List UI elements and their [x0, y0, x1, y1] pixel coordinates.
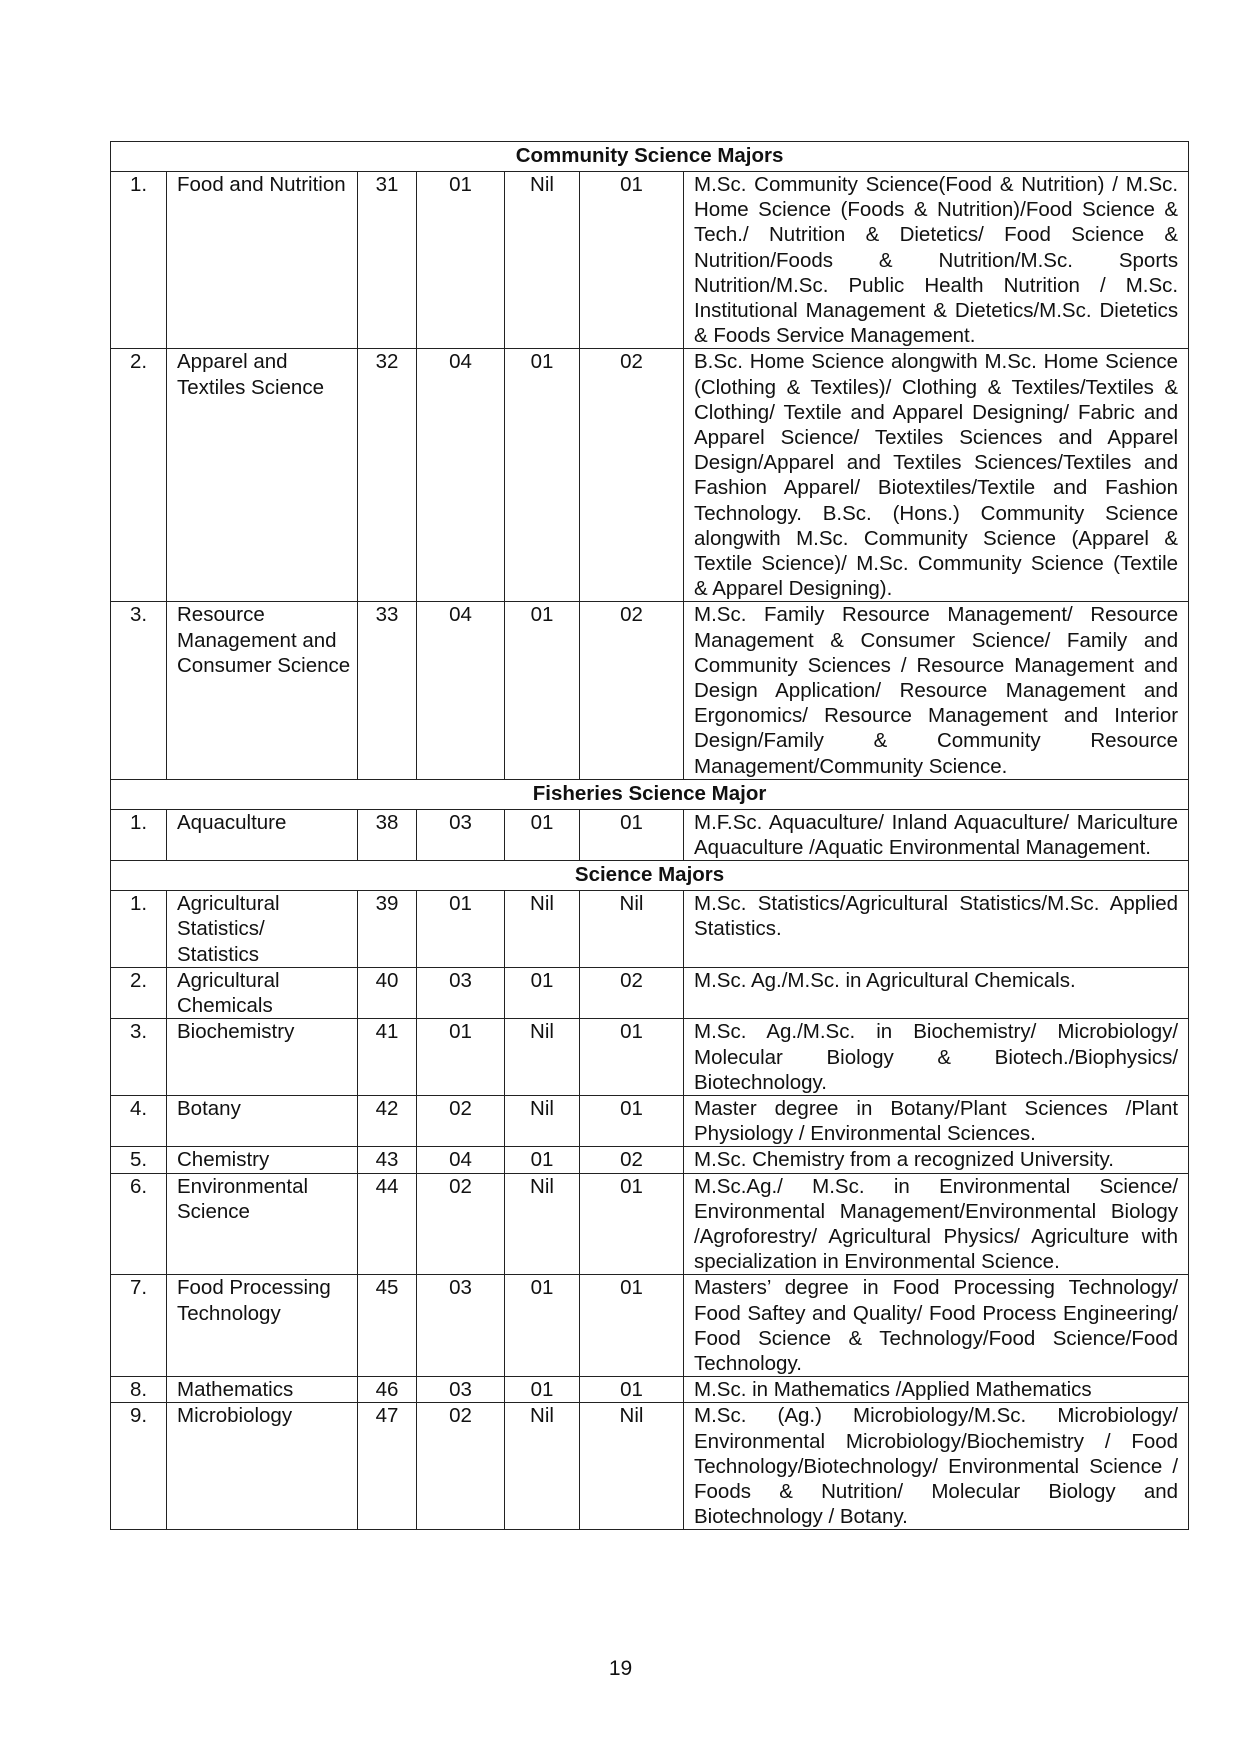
- subject-cell: Mathematics: [167, 1377, 358, 1403]
- subject-cell: Environmental Science: [167, 1173, 358, 1275]
- serial-number-cell: 6.: [111, 1173, 167, 1275]
- section-title: Science Majors: [111, 861, 1189, 891]
- section-title: Community Science Majors: [111, 142, 1189, 172]
- count-cell-2: 01: [505, 1377, 580, 1403]
- section-header-row: [111, 861, 1189, 891]
- qualification-cell: M.Sc. Ag./M.Sc. in Agricultural Chemicals.: [684, 967, 1189, 1018]
- subject-cell: Apparel and Textiles Science: [167, 349, 358, 602]
- subject-cell: Botany: [167, 1095, 358, 1146]
- count-cell-1: 04: [417, 349, 505, 602]
- count-cell-1: 04: [417, 1147, 505, 1173]
- serial-number-cell: 2.: [111, 967, 167, 1018]
- serial-number-cell: 1.: [111, 891, 167, 968]
- code-cell: 47: [358, 1403, 417, 1530]
- qualification-cell: Masters’ degree in Food Processing Technology/ Food Saftey and Quality/ Food Process Engineering/ Food Science & Technology/Food Science/Food Technology.: [684, 1275, 1189, 1377]
- serial-number-cell: 8.: [111, 1377, 167, 1403]
- count-cell-2: 01: [505, 1147, 580, 1173]
- count-cell-1: 02: [417, 1403, 505, 1530]
- count-cell-2: Nil: [505, 891, 580, 968]
- page-number: 19: [608, 1657, 633, 1680]
- subject-cell: Food Processing Technology: [167, 1275, 358, 1377]
- count-cell-1: 04: [417, 602, 505, 779]
- table-row: [111, 1019, 1189, 1096]
- qualification-cell: M.Sc. Family Resource Management/ Resource Management & Consumer Science/ Family and Community Sciences / Resource Management and Design Application/ Resource Management and Ergonomics/ Resource Management and Interior Design/Family & Community Resource Management/Community Science.: [684, 602, 1189, 779]
- count-cell-3: Nil: [580, 1403, 684, 1530]
- serial-number-cell: 1.: [111, 809, 167, 860]
- table-body: [111, 142, 1189, 1530]
- subject-cell: Aquaculture: [167, 809, 358, 860]
- serial-number-cell: 1.: [111, 172, 167, 349]
- section-header-row: [111, 142, 1189, 172]
- qualification-cell: B.Sc. Home Science alongwith M.Sc. Home Science (Clothing & Textiles)/ Clothing & Textiles/Textiles & Clothing/ Textile and Apparel Designing/ Fabric and Apparel Science/ Textiles Sciences and Apparel Design/Apparel and Textiles Sciences/Textiles and Fashion Apparel/ Biotextiles/Textile and Fashion Technology. B.Sc. (Hons.) Community Science alongwith M.Sc. Community Science (Apparel & Textile Science)/ M.Sc. Community Science (Textile & Apparel Designing).: [684, 349, 1189, 602]
- count-cell-3: 01: [580, 1019, 684, 1096]
- code-cell: 42: [358, 1095, 417, 1146]
- table-row: [111, 172, 1189, 349]
- code-cell: 40: [358, 967, 417, 1018]
- count-cell-3: 02: [580, 1147, 684, 1173]
- count-cell-2: Nil: [505, 1095, 580, 1146]
- count-cell-3: 01: [580, 1377, 684, 1403]
- code-cell: 39: [358, 891, 417, 968]
- subject-cell: Biochemistry: [167, 1019, 358, 1096]
- count-cell-1: 02: [417, 1173, 505, 1275]
- code-cell: 31: [358, 172, 417, 349]
- subject-cell: Resource Management and Consumer Science: [167, 602, 358, 779]
- count-cell-1: 03: [417, 967, 505, 1018]
- subject-cell: Agricultural Chemicals: [167, 967, 358, 1018]
- count-cell-2: Nil: [505, 1173, 580, 1275]
- code-cell: 41: [358, 1019, 417, 1096]
- section-title: Fisheries Science Major: [111, 779, 1189, 809]
- count-cell-2: 01: [505, 967, 580, 1018]
- table-row: [111, 602, 1189, 779]
- count-cell-2: Nil: [505, 172, 580, 349]
- subject-cell: Food and Nutrition: [167, 172, 358, 349]
- count-cell-2: Nil: [505, 1019, 580, 1096]
- majors-table: [110, 141, 1189, 1530]
- count-cell-2: 01: [505, 602, 580, 779]
- qualification-cell: M.Sc. Community Science(Food & Nutrition) / M.Sc. Home Science (Foods & Nutrition)/Food Science & Tech./ Nutrition & Dietetics/ Food Science & Nutrition/Foods & Nutrition/M.Sc. Sports Nutrition/M.Sc. Public Health Nutrition / M.Sc. Institutional Management & Dietetics/M.Sc. Dietetics & Foods Service Management.: [684, 172, 1189, 349]
- table-row: [111, 1095, 1189, 1146]
- qualification-cell: Master degree in Botany/Plant Sciences /Plant Physiology / Environmental Sciences.: [684, 1095, 1189, 1146]
- table-row: [111, 1173, 1189, 1275]
- code-cell: 32: [358, 349, 417, 602]
- table-row: [111, 349, 1189, 602]
- count-cell-1: 01: [417, 891, 505, 968]
- count-cell-1: 03: [417, 1275, 505, 1377]
- qualification-cell: M.Sc.Ag./ M.Sc. in Environmental Science/ Environmental Management/Environmental Biology /Agroforestry/ Agricultural Physics/ Agriculture with specialization in Environmental Science.: [684, 1173, 1189, 1275]
- table-row: [111, 1403, 1189, 1530]
- count-cell-3: 01: [580, 172, 684, 349]
- qualification-cell: M.Sc. Statistics/Agricultural Statistics/M.Sc. Applied Statistics.: [684, 891, 1189, 968]
- table-row: [111, 967, 1189, 1018]
- section-header-row: [111, 779, 1189, 809]
- table-row: [111, 1147, 1189, 1173]
- subject-cell: Agricultural Statistics/ Statistics: [167, 891, 358, 968]
- subject-cell: Microbiology: [167, 1403, 358, 1530]
- serial-number-cell: 2.: [111, 349, 167, 602]
- qualification-cell: M.Sc. in Mathematics /Applied Mathematics: [684, 1377, 1189, 1403]
- count-cell-1: 03: [417, 1377, 505, 1403]
- code-cell: 46: [358, 1377, 417, 1403]
- count-cell-2: 01: [505, 1275, 580, 1377]
- code-cell: 45: [358, 1275, 417, 1377]
- serial-number-cell: 3.: [111, 1019, 167, 1096]
- qualification-cell: M.Sc. Chemistry from a recognized University.: [684, 1147, 1189, 1173]
- serial-number-cell: 5.: [111, 1147, 167, 1173]
- code-cell: 38: [358, 809, 417, 860]
- qualification-cell: M.Sc. Ag./M.Sc. in Biochemistry/ Microbiology/ Molecular Biology & Biotech./Biophysics/ Biotechnology.: [684, 1019, 1189, 1096]
- count-cell-1: 03: [417, 809, 505, 860]
- subject-cell: Chemistry: [167, 1147, 358, 1173]
- count-cell-1: 02: [417, 1095, 505, 1146]
- table-row: [111, 891, 1189, 968]
- count-cell-3: 02: [580, 967, 684, 1018]
- serial-number-cell: 4.: [111, 1095, 167, 1146]
- serial-number-cell: 3.: [111, 602, 167, 779]
- count-cell-2: Nil: [505, 1403, 580, 1530]
- count-cell-2: 01: [505, 349, 580, 602]
- code-cell: 33: [358, 602, 417, 779]
- count-cell-3: 02: [580, 349, 684, 602]
- code-cell: 44: [358, 1173, 417, 1275]
- table-row: [111, 1275, 1189, 1377]
- count-cell-3: Nil: [580, 891, 684, 968]
- table-row: [111, 1377, 1189, 1403]
- code-cell: 43: [358, 1147, 417, 1173]
- count-cell-1: 01: [417, 172, 505, 349]
- qualification-cell: M.Sc. (Ag.) Microbiology/M.Sc. Microbiology/ Environmental Microbiology/Biochemistry / Food Technology/Biotechnology/ Environmental Science / Foods & Nutrition/ Molecular Biology and Biotechnology / Botany.: [684, 1403, 1189, 1530]
- serial-number-cell: 7.: [111, 1275, 167, 1377]
- serial-number-cell: 9.: [111, 1403, 167, 1530]
- count-cell-3: 02: [580, 602, 684, 779]
- count-cell-3: 01: [580, 1173, 684, 1275]
- count-cell-3: 01: [580, 809, 684, 860]
- count-cell-1: 01: [417, 1019, 505, 1096]
- table-row: [111, 809, 1189, 860]
- count-cell-3: 01: [580, 1275, 684, 1377]
- count-cell-3: 01: [580, 1095, 684, 1146]
- qualification-cell: M.F.Sc. Aquaculture/ Inland Aquaculture/ Mariculture Aquaculture /Aquatic Environmental Management.: [684, 809, 1189, 860]
- count-cell-2: 01: [505, 809, 580, 860]
